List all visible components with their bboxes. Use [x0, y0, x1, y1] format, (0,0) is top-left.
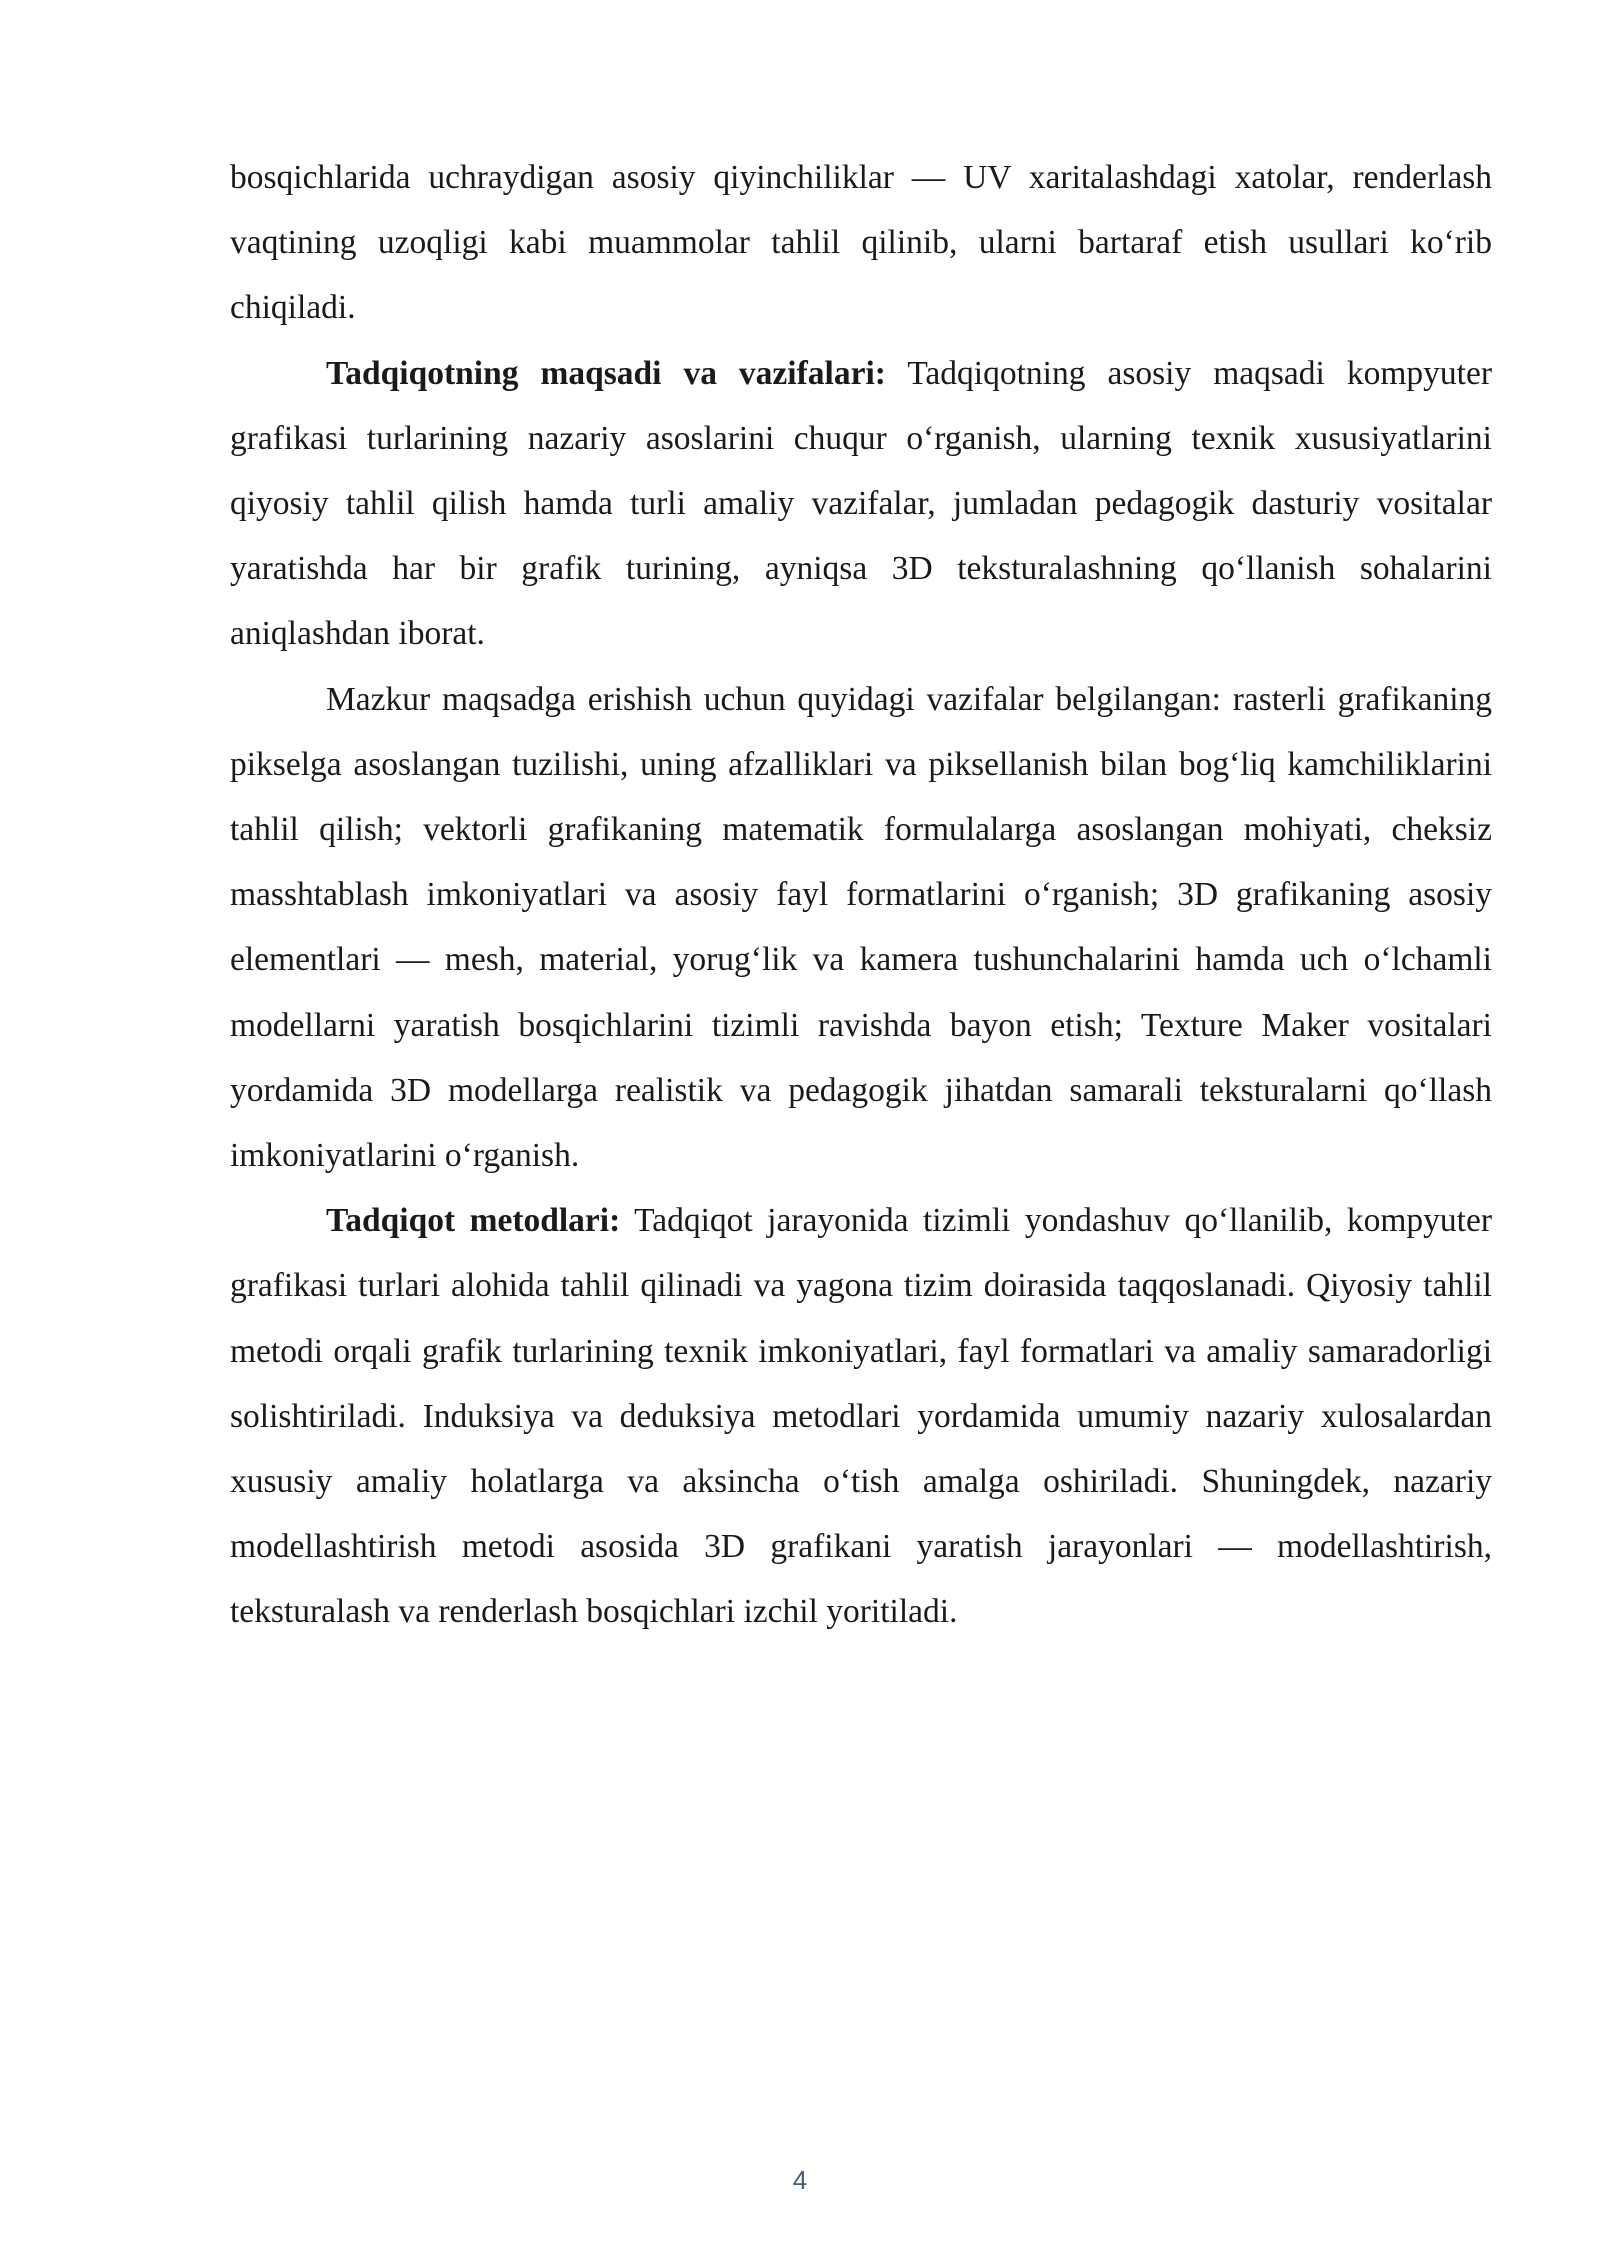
paragraph-text: Tadqiqot jarayonida tizimli yondashuv qo‘llanilib, kompyuter grafikasi turlari alohida tahlil qilinadi va yagona tizim doirasida taqqoslanadi. Qiyosiy tahlil metodi orqali grafik turlarining texnik imkoniyatlari, fayl formatlari va amaliy samaradorligi solishtiriladi. Induksiya va deduksiya metodlari yordamida umumiy nazariy xulosalardan xususiy amaliy holatlarga va aksincha o‘tish amalga oshiriladi. Shuningdek, nazariy modellashtirish metodi asosida 3D grafikani yaratish jarayonlari — modellashtirish, teksturalash va renderlash bosqichlari izchil yoritiladi.: [230, 1202, 1493, 1631]
paragraph-tasks: [230, 667, 1492, 1189]
paragraph-methods: [230, 1188, 1492, 1644]
page-number: 4: [792, 2165, 808, 2195]
section-heading-methods: Tadqiqot metodlari:: [326, 1202, 621, 1240]
body-text: [230, 145, 1492, 1645]
paragraph-text: bosqichlarida uchraydigan asosiy qiyinchiliklar — UV xaritalashdagi xatolar, renderlash vaqtining uzoqligi kabi muammolar tahlil qilinib, ularni bartaraf etish usullari ko‘rib chiqiladi.: [230, 159, 1492, 327]
paragraph-goals: [230, 341, 1492, 667]
paragraph-text: Mazkur maqsadga erishish uchun quyidagi vazifalar belgilangan: rasterli grafikaning pikselga asoslangan tuzilishi, uning afzalliklari va piksellanish bilan bog‘liq kamchiliklarini tahlil qilish; vektorli grafikaning matematik formulalarga asoslangan mohiyati, cheksiz masshtablash imkoniyatlari va asosiy fayl formatlarini o‘rganish; 3D grafikaning asosiy elementlari — mesh, material, yorug‘lik va kamera tushunchalarini hamda uch o‘lchamli modellarni yaratish bosqichlarini tizimli ravishda bayon etish; Texture Maker vositalari yordamida 3D modellarga realistik va pedagogik jihatdan samarali teksturalarni qo‘llash imkoniyatlarini o‘rganish.: [230, 680, 1492, 1175]
paragraph-text: Tadqiqotning asosiy maqsadi kompyuter grafikasi turlarining nazariy asoslarini chuqur o‘rganish, ularning texnik xususiyatlarini qiyosiy tahlil qilish hamda turli amaliy vazifalar, jumladan pedagogik dasturiy vositalar yaratishda har bir grafik turining, ayniqsa 3D teksturalashning qo‘llanish sohalarini aniqlashdan iborat.: [230, 354, 1492, 653]
paragraph-continuation: [230, 145, 1492, 341]
section-heading-goals: Tadqiqotning maqsadi va vazifalari:: [326, 354, 886, 392]
